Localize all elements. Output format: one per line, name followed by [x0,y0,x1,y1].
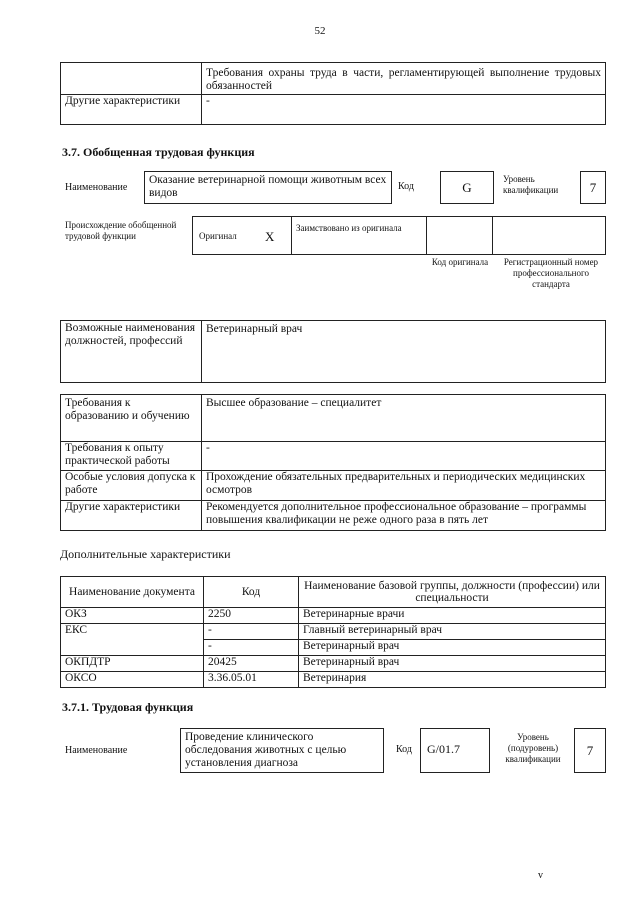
table-cell [61,63,202,95]
original-box [192,216,292,255]
table-cell: Возможные наименования должностей, профессий [61,321,202,383]
level-field: 7 [580,171,606,204]
origin-label: Происхождение обобщенной трудовой функции [65,220,177,241]
table-cell: Другие характеристики [61,95,202,125]
function-name-field: Оказание ветеринарной помощи животным всех видов [144,171,392,204]
additional-heading: Дополнительные характеристики [60,547,231,561]
table-row [61,656,606,672]
table-row [61,672,606,688]
table-row [61,501,606,531]
table-cell: - [204,640,299,656]
table-cell: Требования к опыту практической работы [61,442,202,471]
code-field: G/01.7 [420,728,490,773]
level-label: Уровень квалификации [503,174,559,195]
table-row [61,640,606,656]
additional-table [60,576,606,688]
reg-number-caption: Регистрационный номер профессионального стандарта [503,257,599,289]
table-cell: Ветеринарные врачи [299,608,606,624]
table-cell: 2250 [204,608,299,624]
column-header: Наименование документа [61,577,204,608]
table-cell: ОКСО [61,672,204,688]
code-field: G [440,171,494,204]
positions-table [60,320,606,383]
table-row [61,63,606,95]
table-cell: - [204,624,299,640]
level-field: 7 [574,728,606,773]
table-cell: 20425 [204,656,299,672]
table-row [61,321,606,383]
table-cell: Ветеринарный врач [299,656,606,672]
table-row [61,395,606,442]
borrowed-box: Заимствовано из оригинала [291,216,427,255]
original-label: Оригинал [199,231,237,241]
table-cell: 3.36.05.01 [204,672,299,688]
code-original-caption: Код оригинала [431,257,489,267]
function-name-field: Проведение клинического обследования животных с целью установления диагноза [180,728,384,773]
table-row [61,608,606,624]
code-original-box [426,216,493,255]
table-cell [61,640,204,656]
subsection-heading: 3.7.1. Трудовая функция [62,700,194,714]
table-cell: - [202,95,606,125]
table-cell: ЕКС [61,624,204,640]
section-heading: 3.7. Обобщенная трудовая функция [62,145,255,159]
table-cell: Требования охраны труда в части, регламентирующей выполнение трудовых обязанностей [202,63,606,95]
name-label: Наименование [65,182,128,193]
page-number: 52 [314,25,326,37]
footer-mark: v [538,870,543,881]
table-row [61,95,606,125]
table-header-row [61,577,606,608]
table-cell: Другие характеристики [61,501,202,531]
code-label: Код [396,744,412,755]
table-cell: Высшее образование – специалитет [202,395,606,442]
level-label: Уровень (подуровень) квалификации [505,732,561,764]
code-label: Код [398,181,414,192]
table-cell: ОКПДТР [61,656,204,672]
original-mark: X [265,229,275,244]
column-header: Наименование базовой группы, должности (профессии) или специальности [299,577,606,608]
table-cell: Главный ветеринарный врач [299,624,606,640]
table-cell: Особые условия допуска к работе [61,471,202,501]
table-cell: Рекомендуется дополнительное профессиональное образование – программы повышения квалификации не реже одного раза в пять лет [202,501,606,531]
table-cell: Прохождение обязательных предварительных и периодических медицинских осмотров [202,471,606,501]
table-cell: Требования к образованию и обучению [61,395,202,442]
table-cell: ОКЗ [61,608,204,624]
table-cell: Ветеринарный врач [299,640,606,656]
table-cell: Ветеринария [299,672,606,688]
column-header: Код [204,577,299,608]
requirements-table [60,394,606,531]
table-row [61,471,606,501]
reg-number-box [492,216,606,255]
table-row [61,624,606,640]
name-label: Наименование [65,745,128,756]
top-table [60,62,606,125]
table-row [61,442,606,471]
table-cell: Ветеринарный врач [202,321,606,383]
table-cell: - [202,442,606,471]
